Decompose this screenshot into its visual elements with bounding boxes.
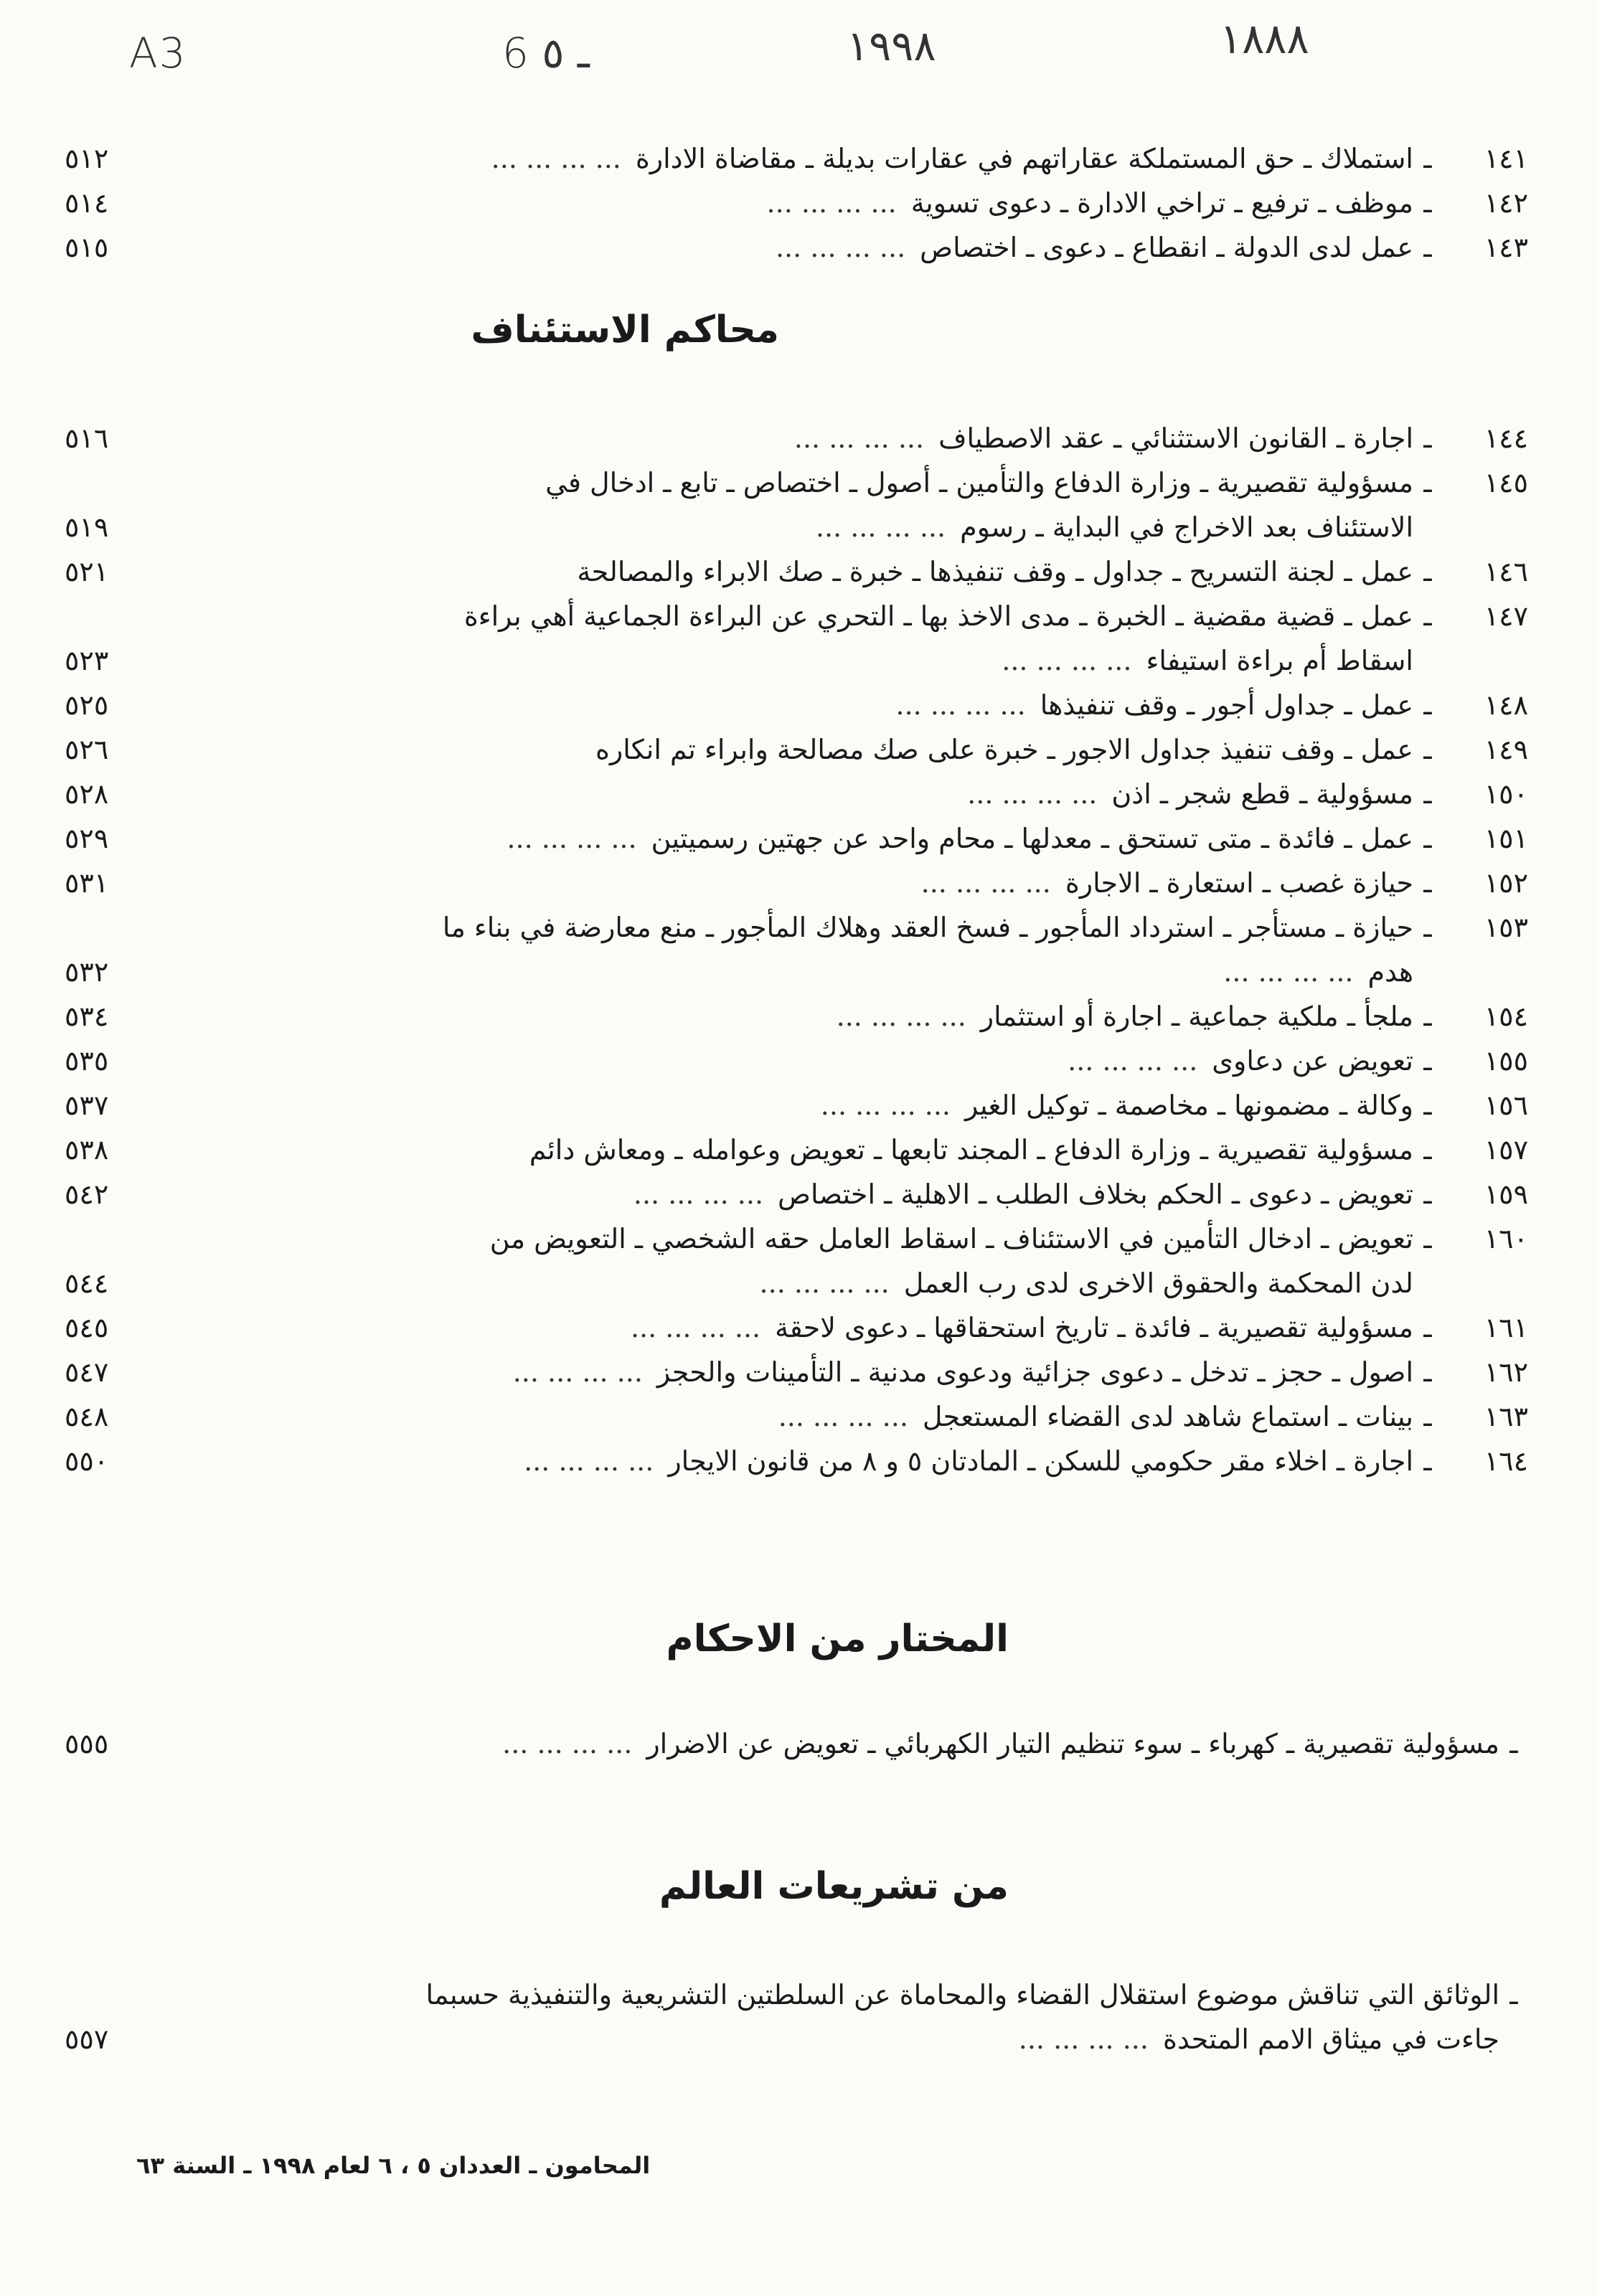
world-entries-list: [65, 1973, 1528, 2061]
entry-page: ٥١٩: [65, 511, 109, 543]
entry-number: ١٦١: [1484, 1312, 1528, 1343]
entry-page: ٥٢٩: [65, 823, 109, 854]
leader-dots: ... ... ... ...: [815, 511, 946, 543]
entry-number: ١٥٤: [1484, 1001, 1528, 1032]
entry-page: ٥٢١: [65, 556, 109, 587]
toc-entry: ١٤٣ـعمل لدى الدولة ـ انقطاع ـ دعوى ـ اختصاص... ... ... ... ٥١٥: [151, 225, 1528, 270]
toc-entry: ١٥٤ـملجأ ـ ملكية جماعية ـ اجارة أو استثمار... ... ... ... ٥٣٤: [151, 994, 1528, 1039]
entry-number: ١٦٣: [1484, 1401, 1528, 1432]
leader-dots: ... ... ... ...: [775, 232, 906, 263]
entry-page: ٥٤٤: [65, 1267, 109, 1299]
toc-entry: ١٥٣ـحيازة ـ مستأجر ـ استرداد المأجور ـ فسخ العقد وهلاك المأجور ـ منع معارضة في بناء ما هدم... ... ... ... ٥٣٢: [151, 905, 1528, 994]
toc-entry: ١٦٣ـبينات ـ استماع شاهد لدى القضاء المستعجل... ... ... ... ٥٤٨: [151, 1394, 1528, 1439]
toc-entry: ١٥٢ـحيازة غصب ـ استعارة ـ الاجارة... ... ... ... ٥٣١: [151, 861, 1528, 905]
leader-dots: ... ... ... ...: [630, 1312, 761, 1343]
entry-text: بينات ـ استماع شاهد لدى القضاء المستعجل: [922, 1401, 1413, 1432]
entry-number: ١٤٣: [1484, 232, 1528, 263]
entry-text: اصول ـ حجز ـ تدخل ـ دعوى جزائية ودعوى مدنية ـ التأمينات والحجز: [656, 1356, 1413, 1388]
toc-entry: ١٦٠ـتعويض ـ ادخال التأمين في الاستئناف ـ اسقاط العامل حقه الشخصي ـ التعويض من لدن المحكمة والحقوق الاخرى لدى رب العمل... ... ... ... ٥٤٤: [151, 1216, 1528, 1305]
entry-text: مسؤولية ـ قطع شجر ـ اذن: [1111, 778, 1413, 810]
entry-page: ٥٣٧: [65, 1090, 109, 1121]
entry-text: استملاك ـ حق المستملكة عقاراتهم في عقارات بديلة ـ مقاضاة الادارة: [635, 143, 1413, 174]
entry-page: ٥٥٥: [65, 1728, 109, 1759]
entry-number: ١٥١: [1484, 823, 1528, 854]
handwritten-code: A3: [129, 29, 187, 77]
entry-text: وكالة ـ مضمونها ـ مخاصمة ـ توكيل الغير: [964, 1090, 1413, 1121]
entry-text-line2: اسقاط أم براءة استيفاء: [1146, 645, 1413, 676]
toc-entry: ١٤١ـاستملاك ـ حق المستملكة عقاراتهم في عقارات بديلة ـ مقاضاة الادارة... ... ... ... ٥١٢: [151, 136, 1528, 181]
leader-dots: ... ... ... ...: [633, 1178, 764, 1210]
entry-text: مسؤولية تقصيرية ـ وزارة الدفاع ـ المجند تابعها ـ تعويض وعوامله ـ ومعاش دائم: [529, 1134, 1413, 1166]
entry-number: ١٤٦: [1484, 556, 1528, 587]
entry-number: ١٥٢: [1484, 867, 1528, 899]
entry-number: ١٥٣: [1484, 912, 1528, 943]
entry-text-line1: مسؤولية تقصيرية ـ وزارة الدفاع والتأمين ـ أصول ـ اختصاص ـ تابع ـ ادخال في: [545, 467, 1413, 499]
leader-dots: ... ... ... ...: [778, 1401, 908, 1432]
leader-dots: ... ... ... ...: [507, 823, 637, 854]
toc-entry: ١٦٤ـاجارة ـ اخلاء مقر حكومي للسكن ـ المادتان ٥ و ٨ من قانون الايجار... ... ... ... ٥٥٠: [151, 1439, 1528, 1483]
entry-text: اجارة ـ اخلاء مقر حكومي للسكن ـ المادتان ٥ و ٨ من قانون الايجار: [668, 1445, 1413, 1477]
entry-text: عمل ـ فائدة ـ متى تستحق ـ معدلها ـ محام واحد عن جهتين رسميتين: [651, 823, 1413, 854]
entry-page: ٥٢٣: [65, 645, 109, 676]
toc-entry: ـالوثائق التي تناقش موضوع استقلال القضاء والمحاماة عن السلطتين التشريعية والتنفيذية حسبما جاءت في ميثاق الامم المتحدة... ... ... ... ٥٥٧: [151, 1973, 1528, 2061]
entry-page: ٥٣٨: [65, 1134, 109, 1166]
entry-number: ١٤٤: [1484, 422, 1528, 454]
entry-text: عمل ـ لجنة التسريح ـ جداول ـ وقف تنفيذها ـ خبرة ـ صك الابراء والمصالحة: [577, 556, 1413, 587]
entry-number: ١٥٦: [1484, 1090, 1528, 1121]
entry-text-line1: حيازة ـ مستأجر ـ استرداد المأجور ـ فسخ العقد وهلاك المأجور ـ منع معارضة في بناء ما: [442, 912, 1413, 943]
entry-page: ٥٤٥: [65, 1312, 109, 1343]
entry-text: عمل لدى الدولة ـ انقطاع ـ دعوى ـ اختصاص: [920, 232, 1413, 263]
leader-dots: ... ... ... ...: [1223, 956, 1354, 988]
section-title-appeals: محاكم الاستئناف: [471, 308, 779, 351]
leader-dots: ... ... ... ...: [836, 1001, 966, 1032]
entry-text-line2: لدن المحكمة والحقوق الاخرى لدى رب العمل: [903, 1267, 1413, 1299]
entry-number: ١٦٤: [1484, 1445, 1528, 1477]
entry-page: ٥٥٧: [65, 2023, 109, 2055]
entry-page: ٥٣٥: [65, 1045, 109, 1077]
leader-dots: ... ... ... ...: [1068, 1045, 1198, 1077]
leader-dots: ... ... ... ...: [920, 867, 1051, 899]
entry-text: عمل ـ وقف تنفيذ جداول الاجور ـ خبرة على صك مصالحة وابراء تم انكاره: [595, 734, 1413, 765]
entry-number: ١٥٩: [1484, 1178, 1528, 1210]
entry-page: ٥٣١: [65, 867, 109, 899]
entry-number: ١٤٢: [1484, 187, 1528, 219]
entry-text: عمل ـ جداول أجور ـ وقف تنفيذها: [1040, 689, 1413, 721]
entry-text: تعويض ـ دعوى ـ الحكم بخلاف الطلب ـ الاهلية ـ اختصاص: [778, 1178, 1413, 1210]
toc-entry: ١٦١ـمسؤولية تقصيرية ـ فائدة ـ تاريخ استحقاقها ـ دعوى لاحقة... ... ... ... ٥٤٥: [151, 1305, 1528, 1350]
leader-dots: ... ... ... ...: [491, 143, 621, 174]
entry-number: ١٥٥: [1484, 1045, 1528, 1077]
entry-page: ٥١٥: [65, 232, 109, 263]
section-title-selected: المختار من الاحكام: [666, 1617, 1009, 1660]
entry-text: مسؤولية تقصيرية ـ فائدة ـ تاريخ استحقاقها ـ دعوى لاحقة: [775, 1312, 1413, 1343]
entry-page: ٥١٤: [65, 187, 109, 219]
entry-number: ١٥٧: [1484, 1134, 1528, 1166]
toc-entry: ١٥٩ـتعويض ـ دعوى ـ الحكم بخلاف الطلب ـ الاهلية ـ اختصاص... ... ... ... ٥٤٢: [151, 1172, 1528, 1216]
toc-entry: ١٤٧ـعمل ـ قضية مقضية ـ الخبرة ـ مدى الاخذ بها ـ التحري عن البراءة الجماعية أهي براءة اسقاط أم براءة استيفاء... ... ... ... ٥٢٣: [151, 594, 1528, 683]
entry-page: ٥٥٠: [65, 1445, 109, 1477]
entry-text-line2: الاستئناف بعد الاخراج في البداية ـ رسوم: [960, 511, 1413, 543]
toc-entry: ١٤٤ـاجارة ـ القانون الاستثنائي ـ عقد الاصطياف... ... ... ... ٥١٦: [151, 416, 1528, 460]
entry-text: تعويض عن دعاوى: [1212, 1045, 1413, 1077]
leader-dots: ... ... ... ...: [766, 187, 897, 219]
entry-page: ٥٤٢: [65, 1178, 109, 1210]
entry-text-line1: الوثائق التي تناقش موضوع استقلال القضاء والمحاماة عن السلطتين التشريعية والتنفيذية حسبما: [425, 1979, 1499, 2011]
toc-entry: ١٥٧ـمسؤولية تقصيرية ـ وزارة الدفاع ـ المجند تابعها ـ تعويض وعوامله ـ ومعاش دائم ٥٣٨: [151, 1128, 1528, 1172]
toc-entry: ١٥٠ـمسؤولية ـ قطع شجر ـ اذن... ... ... ... ٥٢٨: [151, 772, 1528, 816]
entry-page: ٥٤٨: [65, 1401, 109, 1432]
leader-dots: ... ... ... ...: [1018, 2023, 1149, 2055]
leader-dots: ... ... ... ...: [820, 1090, 951, 1121]
toc-entry: ١٤٨ـعمل ـ جداول أجور ـ وقف تنفيذها... ... ... ... ٥٢٥: [151, 683, 1528, 727]
section-title-world: من تشريعات العالم: [659, 1865, 1009, 1908]
entry-text-line1: عمل ـ قضية مقضية ـ الخبرة ـ مدى الاخذ بها ـ التحري عن البراءة الجماعية أهي براءة: [463, 600, 1413, 632]
handwritten-issue: 6 ـ ٥: [502, 29, 590, 77]
toc-entry: ١٤٩ـعمل ـ وقف تنفيذ جداول الاجور ـ خبرة على صك مصالحة وابراء تم انكاره ٥٢٦: [151, 727, 1528, 772]
toc-entry: ١٤٦ـعمل ـ لجنة التسريح ـ جداول ـ وقف تنفيذها ـ خبرة ـ صك الابراء والمصالحة ٥٢١: [151, 549, 1528, 594]
top-entries-list: [65, 136, 1528, 270]
leader-dots: ... ... ... ...: [502, 1728, 633, 1759]
entry-text: حيازة غصب ـ استعارة ـ الاجارة: [1065, 867, 1413, 899]
leader-dots: ... ... ... ...: [967, 778, 1098, 810]
handwritten-year: ١٩٩٨: [847, 22, 936, 70]
entry-page: ٥٢٨: [65, 778, 109, 810]
appeals-entries-list: [65, 416, 1528, 1483]
entry-page: ٥٤٧: [65, 1356, 109, 1388]
toc-entry: ١٥١ـعمل ـ فائدة ـ متى تستحق ـ معدلها ـ محام واحد عن جهتين رسميتين... ... ... ... ٥٢٩: [151, 816, 1528, 861]
entry-text: موظف ـ ترفيع ـ تراخي الادارة ـ دعوى تسوية: [910, 187, 1413, 219]
toc-entry: ١٥٥ـتعويض عن دعاوى... ... ... ... ٥٣٥: [151, 1039, 1528, 1083]
toc-entry: ١٤٢ـموظف ـ ترفيع ـ تراخي الادارة ـ دعوى تسوية... ... ... ... ٥١٤: [151, 181, 1528, 225]
entry-number: ١٦٢: [1484, 1356, 1528, 1388]
entry-page: ٥٢٦: [65, 734, 109, 765]
toc-entry: ١٤٥ـمسؤولية تقصيرية ـ وزارة الدفاع والتأمين ـ أصول ـ اختصاص ـ تابع ـ ادخال في الاستئناف بعد الاخراج في البداية ـ رسوم... ... ... ... ٥١٩: [151, 460, 1528, 549]
handwritten-number: ١٨٨٨: [1220, 14, 1309, 63]
entry-number: ١٤١: [1484, 143, 1528, 174]
entry-text: اجارة ـ القانون الاستثنائي ـ عقد الاصطياف: [938, 422, 1413, 454]
toc-entry: ـمسؤولية تقصيرية ـ كهرباء ـ سوء تنظيم التيار الكهربائي ـ تعويض عن الاضرار... ... ... ... ٥٥٥: [151, 1721, 1528, 1766]
leader-dots: ... ... ... ...: [512, 1356, 643, 1388]
entry-page: ٥٣٤: [65, 1001, 109, 1032]
entry-number: ١٤٨: [1484, 689, 1528, 721]
entry-text-line1: تعويض ـ ادخال التأمين في الاستئناف ـ اسقاط العامل حقه الشخصي ـ التعويض من: [489, 1223, 1413, 1255]
entry-number: ١٦٠: [1484, 1223, 1528, 1255]
entry-number: ١٤٧: [1484, 600, 1528, 632]
entry-text: ملجأ ـ ملكية جماعية ـ اجارة أو استثمار: [980, 1001, 1413, 1032]
entry-page: ٥١٦: [65, 422, 109, 454]
leader-dots: ... ... ... ...: [793, 422, 925, 454]
entry-text-line2: هدم: [1367, 956, 1413, 988]
entry-number: ١٥٠: [1484, 778, 1528, 810]
leader-dots: ... ... ... ...: [1002, 645, 1132, 676]
entry-page: ٥٣٢: [65, 956, 109, 988]
page-footer: المحامون ـ العددان ٥ ، ٦ لعام ١٩٩٨ ـ السنة ٦٣: [136, 2152, 651, 2179]
leader-dots: ... ... ... ...: [524, 1445, 654, 1477]
toc-entry: ١٥٦ـوكالة ـ مضمونها ـ مخاصمة ـ توكيل الغير... ... ... ... ٥٣٧: [151, 1083, 1528, 1128]
toc-entry: ١٦٢ـاصول ـ حجز ـ تدخل ـ دعوى جزائية ودعوى مدنية ـ التأمينات والحجز... ... ... ... ٥٤٧: [151, 1350, 1528, 1394]
entry-number: ١٤٥: [1484, 467, 1528, 499]
entry-page: ٥٢٥: [65, 689, 109, 721]
entry-page: ٥١٢: [65, 143, 109, 174]
entry-text: مسؤولية تقصيرية ـ كهرباء ـ سوء تنظيم التيار الكهربائي ـ تعويض عن الاضرار: [646, 1728, 1499, 1759]
entry-text-line2: جاءت في ميثاق الامم المتحدة: [1162, 2023, 1499, 2055]
leader-dots: ... ... ... ...: [759, 1267, 890, 1299]
selected-entries-list: [65, 1721, 1528, 1766]
leader-dots: ... ... ... ...: [895, 689, 1026, 721]
entry-number: ١٤٩: [1484, 734, 1528, 765]
